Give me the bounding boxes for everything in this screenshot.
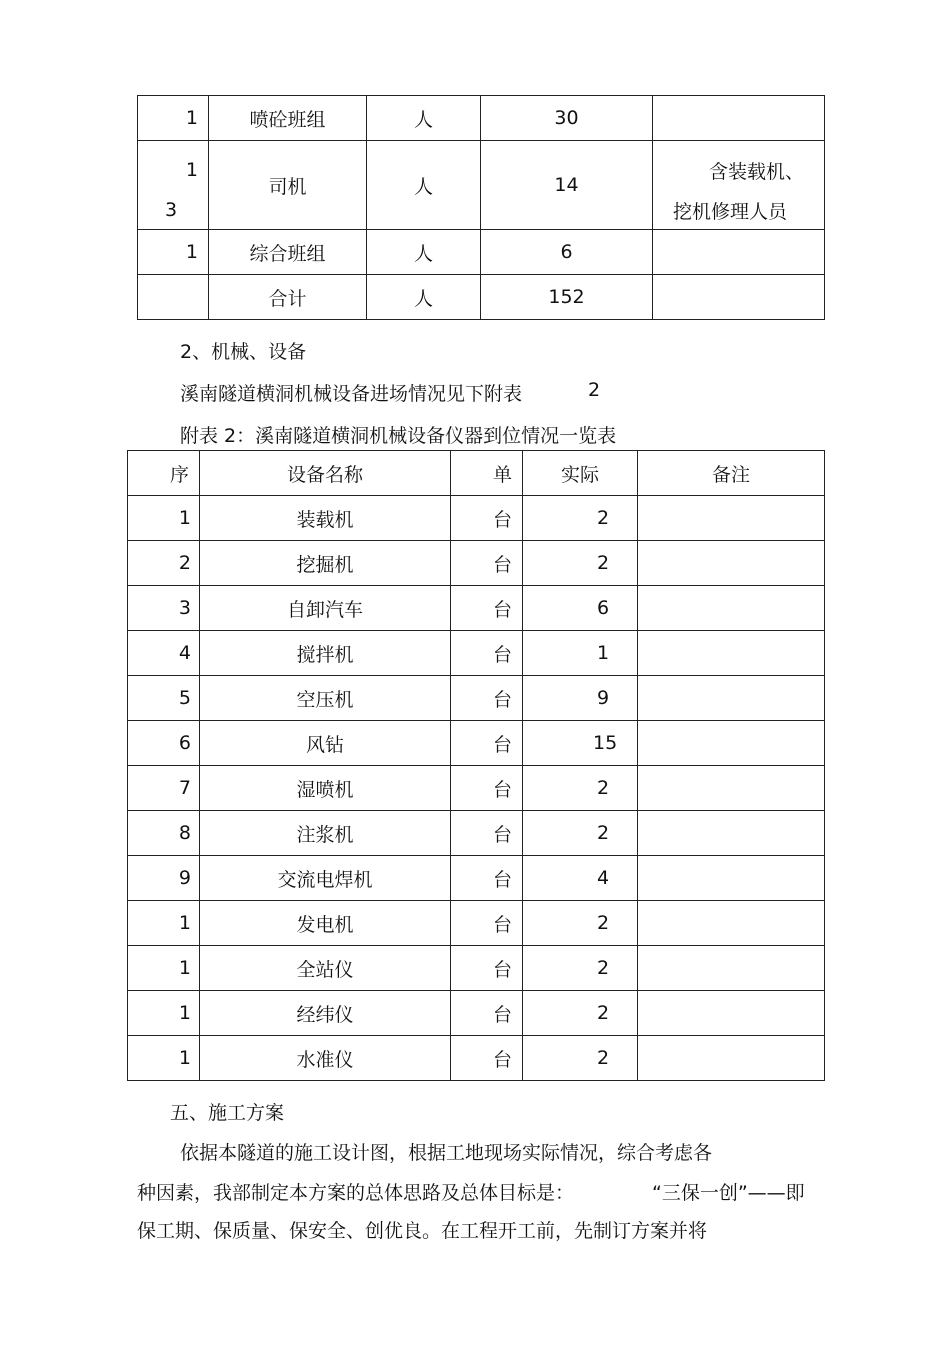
- note-line: 挖机修理人员: [673, 201, 788, 223]
- actual-count: 2: [523, 811, 638, 856]
- section-heading: 五、施工方案: [170, 1102, 285, 1124]
- unit-cell: 台: [451, 721, 523, 766]
- count-cell: 14: [481, 141, 653, 230]
- paragraph-line: 依据本隧道的施工设计图，根据工地现场实际情况，综合考虑各: [180, 1142, 713, 1164]
- note-cell: [638, 946, 825, 991]
- table-row: [128, 721, 825, 766]
- unit-cell: 台: [451, 586, 523, 631]
- table-row: [128, 1036, 825, 1081]
- unit-cell: 台: [451, 496, 523, 541]
- header-name: 设备名称: [200, 451, 451, 496]
- row-number: [138, 275, 209, 320]
- row-number-part: 1: [185, 159, 198, 181]
- row-number: [138, 141, 209, 230]
- note-cell: [638, 676, 825, 721]
- equipment-name: 交流电焊机: [200, 856, 451, 901]
- note-cell: [653, 230, 825, 275]
- equipment-name: 空压机: [200, 676, 451, 721]
- note-cell: [638, 991, 825, 1036]
- count-cell: 30: [481, 96, 653, 141]
- paragraph-line: 种因素，我部制定本方案的总体思路及总体目标是：: [137, 1182, 575, 1204]
- row-number-part: 3: [165, 199, 178, 221]
- unit-cell: 台: [451, 766, 523, 811]
- row-number: 1: [128, 1036, 200, 1081]
- row-number: 6: [128, 721, 200, 766]
- note-cell: [638, 541, 825, 586]
- table-row: [128, 676, 825, 721]
- row-number: 1: [138, 96, 209, 141]
- note-cell: [638, 901, 825, 946]
- equipment-table: [127, 450, 825, 1081]
- unit-cell: 人: [367, 141, 481, 230]
- table-row: [128, 631, 825, 676]
- equipment-name: 水准仪: [200, 1036, 451, 1081]
- total-label: 合计: [209, 275, 367, 320]
- row-number: 1: [128, 496, 200, 541]
- table-row: [128, 811, 825, 856]
- unit-cell: 人: [367, 275, 481, 320]
- actual-count: 4: [523, 856, 638, 901]
- unit-cell: 台: [451, 946, 523, 991]
- row-number: 1: [138, 230, 209, 275]
- note-cell: [638, 496, 825, 541]
- header-actual: 实际: [523, 451, 638, 496]
- personnel-table: [137, 95, 825, 320]
- unit-cell: 台: [451, 631, 523, 676]
- row-number: 7: [128, 766, 200, 811]
- actual-count: 2: [523, 496, 638, 541]
- equipment-name: 全站仪: [200, 946, 451, 991]
- equipment-name: 发电机: [200, 901, 451, 946]
- unit-cell: 人: [367, 96, 481, 141]
- section-text: 溪南隧道横洞机械设备进场情况见下附表: [180, 383, 523, 405]
- actual-count: 2: [523, 541, 638, 586]
- unit-cell: 台: [451, 541, 523, 586]
- note-cell: [638, 631, 825, 676]
- row-number: 5: [128, 676, 200, 721]
- table-row: [138, 230, 825, 275]
- actual-count: 2: [523, 766, 638, 811]
- note-cell: [638, 856, 825, 901]
- section-text-number: 2: [588, 379, 601, 401]
- row-number: 1: [128, 901, 200, 946]
- actual-count: 9: [523, 676, 638, 721]
- actual-count: 6: [523, 586, 638, 631]
- note-cell: [638, 766, 825, 811]
- row-number: 2: [128, 541, 200, 586]
- table-row: [138, 141, 825, 230]
- note-line: 含装载机、: [709, 161, 805, 183]
- actual-count: 2: [523, 946, 638, 991]
- unit-cell: 台: [451, 901, 523, 946]
- row-number: 3: [128, 586, 200, 631]
- unit-cell: 台: [451, 991, 523, 1036]
- unit-cell: 人: [367, 230, 481, 275]
- count-cell: 6: [481, 230, 653, 275]
- table-row: [128, 991, 825, 1036]
- equipment-name: 搅拌机: [200, 631, 451, 676]
- actual-count: 2: [523, 1036, 638, 1081]
- note-cell: [653, 96, 825, 141]
- table-caption: 附表 2：溪南隧道横洞机械设备仪器到位情况一览表: [180, 425, 617, 447]
- table-header-row: [128, 451, 825, 496]
- note-cell: [653, 275, 825, 320]
- actual-count: 2: [523, 901, 638, 946]
- paragraph-line: 保工期、保质量、保安全、创优良。在工程开工前，先制订方案并将: [137, 1220, 708, 1242]
- table-row: [138, 96, 825, 141]
- note-cell: [653, 141, 825, 230]
- actual-count: 2: [523, 991, 638, 1036]
- table-row: [128, 946, 825, 991]
- equipment-name: 装载机: [200, 496, 451, 541]
- table-row: [128, 766, 825, 811]
- row-number: 9: [128, 856, 200, 901]
- note-cell: [638, 586, 825, 631]
- row-number: 4: [128, 631, 200, 676]
- equipment-name: 风钻: [200, 721, 451, 766]
- team-name: 司机: [209, 141, 367, 230]
- equipment-name: 经纬仪: [200, 991, 451, 1036]
- table-row: [128, 541, 825, 586]
- table-row: [138, 275, 825, 320]
- table-row: [128, 856, 825, 901]
- row-number: 8: [128, 811, 200, 856]
- table-row: [128, 901, 825, 946]
- total-count: 152: [481, 275, 653, 320]
- table-row: [128, 496, 825, 541]
- table-row: [128, 586, 825, 631]
- team-name: 喷砼班组: [209, 96, 367, 141]
- equipment-name: 自卸汽车: [200, 586, 451, 631]
- header-no: 序: [128, 451, 200, 496]
- row-number: 1: [128, 991, 200, 1036]
- actual-count: 15: [523, 721, 638, 766]
- unit-cell: 台: [451, 1036, 523, 1081]
- equipment-name: 湿喷机: [200, 766, 451, 811]
- unit-cell: 台: [451, 676, 523, 721]
- note-cell: [638, 721, 825, 766]
- equipment-name: 注浆机: [200, 811, 451, 856]
- team-name: 综合班组: [209, 230, 367, 275]
- equipment-name: 挖掘机: [200, 541, 451, 586]
- actual-count: 1: [523, 631, 638, 676]
- section-heading: 2、机械、设备: [180, 341, 307, 363]
- header-note: 备注: [638, 451, 825, 496]
- paragraph-line: “三保一创”——即: [652, 1182, 805, 1204]
- header-unit: 单: [451, 451, 523, 496]
- row-number: 1: [128, 946, 200, 991]
- unit-cell: 台: [451, 856, 523, 901]
- note-cell: [638, 811, 825, 856]
- unit-cell: 台: [451, 811, 523, 856]
- note-cell: [638, 1036, 825, 1081]
